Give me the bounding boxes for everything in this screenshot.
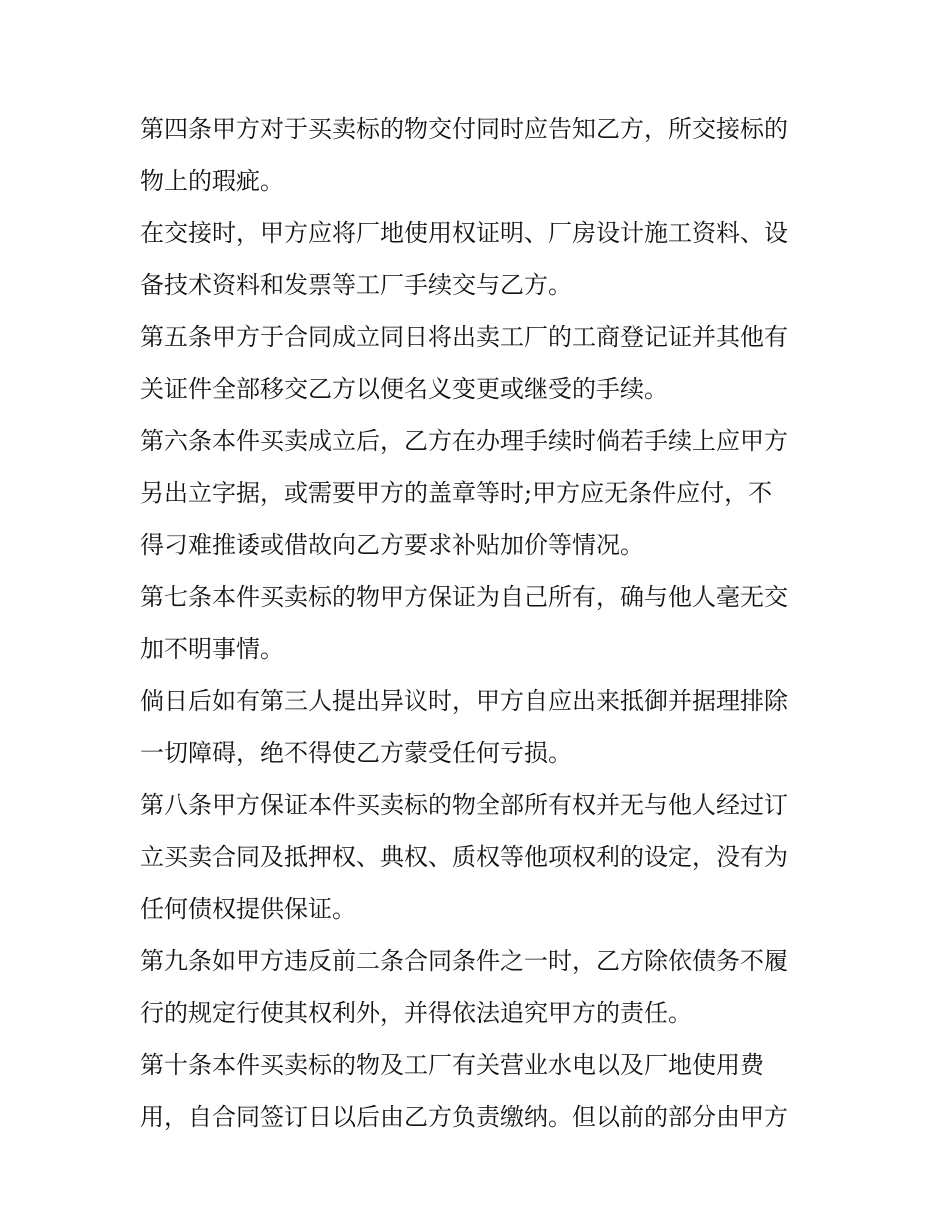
- text-line: 第四条甲方对于买卖标的物交付同时应告知乙方，所交接标的: [140, 115, 788, 143]
- text-line: 第七条本件买卖标的物甲方保证为自己所有，确与他人毫无交: [140, 583, 788, 611]
- text-line: 倘日后如有第三人提出异议时，甲方自应出来抵御并据理排除: [140, 687, 788, 715]
- text-line: 任何债权提供保证。: [140, 895, 356, 923]
- text-line: 加不明事情。: [140, 635, 284, 663]
- text-line: 立买卖合同及抵押权、典权、质权等他项权利的设定，没有为: [140, 843, 788, 871]
- text-line: 第八条甲方保证本件买卖标的物全部所有权并无与他人经过订: [140, 791, 788, 819]
- text-line: 物上的瑕疵。: [140, 167, 284, 195]
- text-line: 另出立字据，或需要甲方的盖章等时;甲方应无条件应付，不: [140, 479, 773, 507]
- contract-text: [140, 103, 820, 1143]
- text-line: 关证件全部移交乙方以便名义变更或继受的手续。: [140, 375, 668, 403]
- text-line: 第六条本件买卖成立后，乙方在办理手续时倘若手续上应甲方: [140, 427, 788, 455]
- text-line: 一切障碍，绝不得使乙方蒙受任何亏损。: [140, 739, 572, 767]
- text-line: 第十条本件买卖标的物及工厂有关营业水电以及厂地使用费: [140, 1051, 764, 1079]
- text-line: 用，自合同签订日以后由乙方负责缴纳。但以前的部分由甲方: [140, 1103, 788, 1131]
- text-line: 第五条甲方于合同成立同日将出卖工厂的工商登记证并其他有: [140, 323, 788, 351]
- text-line: 得刁难推诿或借故向乙方要求补贴加价等情况。: [140, 531, 644, 559]
- text-line: 在交接时，甲方应将厂地使用权证明、厂房设计施工资料、设: [140, 219, 788, 247]
- text-line: 第九条如甲方违反前二条合同条件之一时，乙方除依债务不履: [140, 947, 788, 975]
- text-line: 备技术资料和发票等工厂手续交与乙方。: [140, 271, 572, 299]
- text-line: 行的规定行使其权利外，并得依法追究甲方的责任。: [140, 999, 692, 1027]
